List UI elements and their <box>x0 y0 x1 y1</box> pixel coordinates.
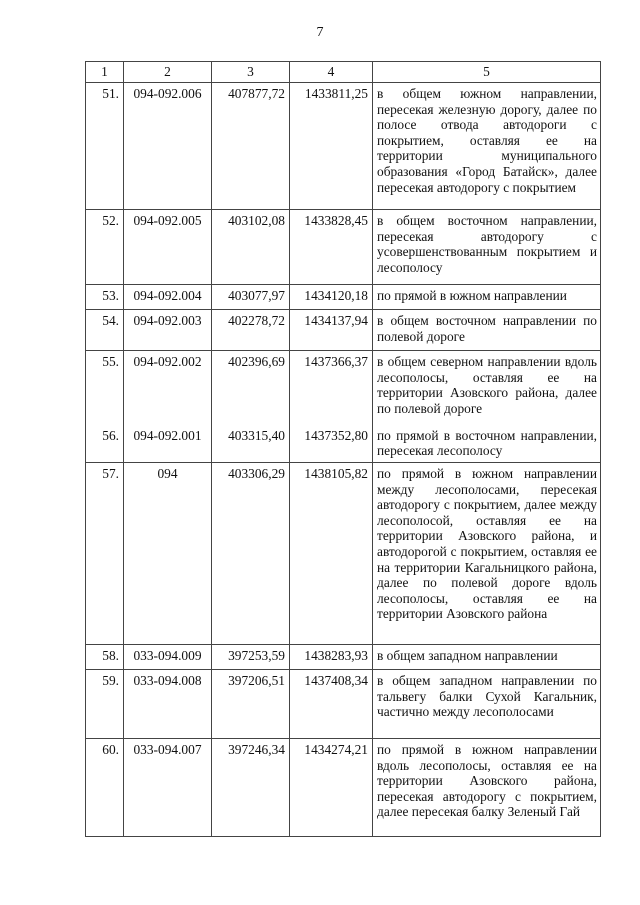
table-row <box>86 425 601 463</box>
coordinate-x: 397206,51 <box>212 670 290 739</box>
table-row <box>86 463 601 645</box>
row-number: 58. <box>86 645 124 670</box>
coordinates-table <box>85 61 601 837</box>
point-code: 094-092.005 <box>124 210 212 285</box>
table-row <box>86 83 601 210</box>
row-number: 60. <box>86 739 124 837</box>
route-description: в общем северном направлении вдоль лесополосы, оставляя ее на территории Азовского района, далее по полевой дороге <box>373 351 601 425</box>
row-number: 53. <box>86 285 124 310</box>
coordinate-x: 397253,59 <box>212 645 290 670</box>
table-row <box>86 670 601 739</box>
coordinate-y: 1437352,80 <box>290 425 373 463</box>
point-code: 033-094.007 <box>124 739 212 837</box>
point-code: 094-092.002 <box>124 351 212 425</box>
route-description: в общем восточном направлении по полевой дороге <box>373 310 601 351</box>
coordinate-y: 1433811,25 <box>290 83 373 210</box>
header-col-3: 3 <box>212 62 290 83</box>
route-description: в общем западном направлении <box>373 645 601 670</box>
coordinate-y: 1434274,21 <box>290 739 373 837</box>
header-col-5: 5 <box>373 62 601 83</box>
row-number: 57. <box>86 463 124 645</box>
coordinate-x: 403102,08 <box>212 210 290 285</box>
route-description: в общем восточном направлении, пересекая автодорогу с усовершенствованным покрытием и лесополосу <box>373 210 601 285</box>
coordinate-x: 403077,97 <box>212 285 290 310</box>
route-description: по прямой в южном направлении вдоль лесополосы, оставляя ее на территории Азовского района, пересекая автодорогу с покрытием, далее пересекая балку Зеленый Гай <box>373 739 601 837</box>
coordinate-y: 1437366,37 <box>290 351 373 425</box>
coordinate-x: 403306,29 <box>212 463 290 645</box>
table-row <box>86 310 601 351</box>
route-description: по прямой в восточном направлении, пересекая лесополосу <box>373 425 601 463</box>
coordinate-x: 402396,69 <box>212 351 290 425</box>
coordinate-x: 407877,72 <box>212 83 290 210</box>
table-header-row <box>86 62 601 83</box>
coordinate-y: 1438105,82 <box>290 463 373 645</box>
row-number: 55. <box>86 351 124 425</box>
table-row <box>86 645 601 670</box>
table-row <box>86 739 601 837</box>
point-code: 094 <box>124 463 212 645</box>
point-code: 094-092.003 <box>124 310 212 351</box>
coordinate-y: 1433828,45 <box>290 210 373 285</box>
route-description: в общем западном направлении по тальвегу балки Сухой Кагальник, частично между лесополосами <box>373 670 601 739</box>
header-col-2: 2 <box>124 62 212 83</box>
coordinate-x: 397246,34 <box>212 739 290 837</box>
coordinate-x: 403315,40 <box>212 425 290 463</box>
point-code: 094-092.001 <box>124 425 212 463</box>
table-row <box>86 285 601 310</box>
row-number: 56. <box>86 425 124 463</box>
coordinate-y: 1434137,94 <box>290 310 373 351</box>
header-col-1: 1 <box>86 62 124 83</box>
row-number: 52. <box>86 210 124 285</box>
row-number: 59. <box>86 670 124 739</box>
route-description: по прямой в южном направлении <box>373 285 601 310</box>
coordinate-y: 1437408,34 <box>290 670 373 739</box>
row-number: 54. <box>86 310 124 351</box>
table-row <box>86 351 601 425</box>
coordinate-y: 1438283,93 <box>290 645 373 670</box>
route-description: в общем южном направлении, пересекая железную дорогу, далее по полосе отвода автодороги с покрытием, оставляя ее на территории муниципального образования «Город Батайск», далее пересекая автодорогу с покрытием <box>373 83 601 210</box>
point-code: 094-092.006 <box>124 83 212 210</box>
point-code: 033-094.008 <box>124 670 212 739</box>
table-row <box>86 210 601 285</box>
header-col-4: 4 <box>290 62 373 83</box>
row-number: 51. <box>86 83 124 210</box>
route-description: по прямой в южном направлении между лесополосами, пересекая автодорогу с покрытием, далее между лесополосой, оставляя ее на территории Азовского района, и автодорогой с покрытием, оставляя ее на территории Кагальницкого района, далее по полевой дороге вдоль лесополосы, оставляя ее на территории Азовского района <box>373 463 601 645</box>
point-code: 094-092.004 <box>124 285 212 310</box>
coordinate-x: 402278,72 <box>212 310 290 351</box>
point-code: 033-094.009 <box>124 645 212 670</box>
page-number: 7 <box>316 25 324 40</box>
coordinate-y: 1434120,18 <box>290 285 373 310</box>
